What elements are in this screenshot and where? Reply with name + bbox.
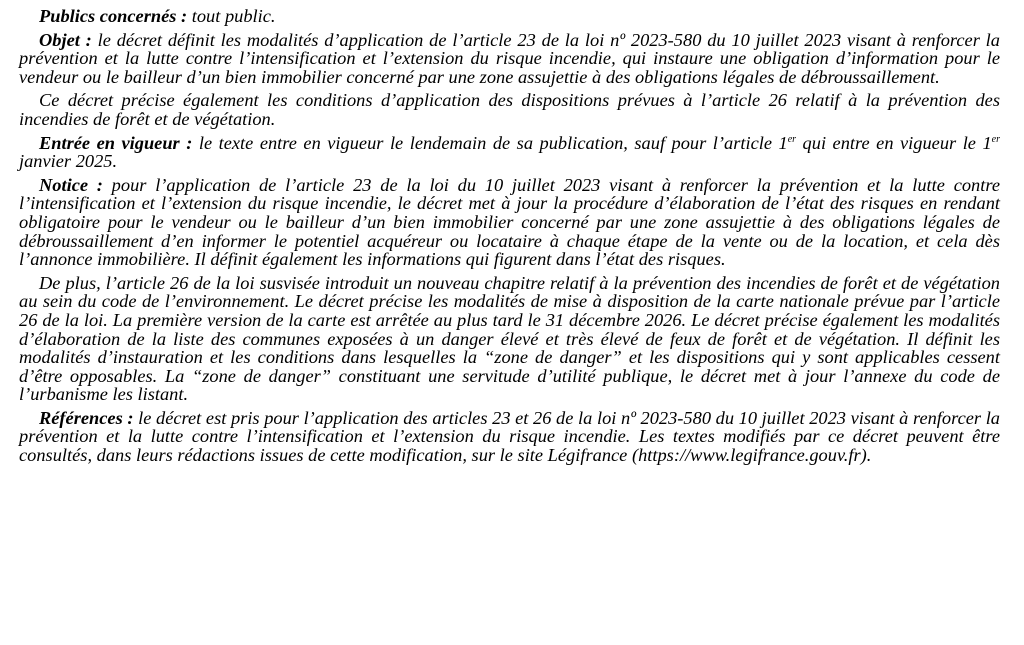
entree-text-1: le texte entre en vigueur le lendemain de sa publication, sauf pour l’article 1 xyxy=(192,132,788,153)
objet-continuation-paragraph xyxy=(19,91,1000,128)
entree-text-2: qui entre en vigueur le 1 xyxy=(796,132,992,153)
entree-superscript-2: er xyxy=(991,133,1000,145)
objet-label: Objet : xyxy=(39,29,92,50)
objet-paragraph xyxy=(19,31,1000,87)
references-label: Références : xyxy=(39,407,134,428)
entree-superscript-1: er xyxy=(787,133,797,145)
entree-text-3: janvier 2025. xyxy=(19,151,118,172)
publics-paragraph xyxy=(19,7,1000,26)
objet-text: le décret définit les modalités d’application de l’article 23 de la loi nº 2023-580 du 10 juillet 2023 visant à renforcer la prévention et la lutte contre l’intensification et l’extension du risque incendie, qui instaure une obligation d’information pour le vendeur ou le bailleur d’un bien immobilier concerné par une zone assujettie à des obligations légales de débroussaillement. xyxy=(19,29,1000,87)
notice-label: Notice : xyxy=(39,174,103,195)
entree-label: Entrée en vigueur : xyxy=(39,132,193,153)
publics-text: tout public. xyxy=(187,6,276,26)
notice-paragraph xyxy=(19,176,1000,269)
notice-text: pour l’application de l’article 23 de la loi du 10 juillet 2023 visant à renforcer la prévention et la lutte contre l’intensification et l’extension du risque incendie, le décret met à jour la procédure d’élaboration de l’état des risques en rendant obligatoire pour le vendeur ou le bailleur d’un bien immobilier concerné par une zone assujettie à des obligations légales de débroussaillement d’en informer le potentiel acquéreur ou locataire à chaque étape de la vente ou de la location, et cela dès l’annonce immobilière. Il définit également les informations qui figurent dans l’état des risques. xyxy=(19,174,1000,270)
notice-continuation-paragraph xyxy=(19,274,1000,404)
references-paragraph xyxy=(19,409,1000,465)
entree-paragraph xyxy=(19,134,1000,171)
objet-continuation-text: Ce décret précise également les conditions d’application des dispositions prévues à l’article 26 relatif à la prévention des incendies de forêt et de végétation. xyxy=(19,90,1000,129)
notice-continuation-text: De plus, l’article 26 de la loi susvisée introduit un nouveau chapitre relatif à la prévention des incendies de forêt et de végétation au sein du code de l’environnement. Le décret précise les modalités de mise à disposition de la carte nationale prévue par l’article 26 de la loi. La première version de la carte est arrêtée au plus tard le 31 décembre 2026. Le décret précise également les modalités d’élaboration de la liste des communes exposées à un danger élevé et très élevé de feux de forêt et de végétation. Il définit les modalités d’instauration et les conditions dans lesquelles la “zone de danger” et les dispositions qui y sont applicables cessent d’être opposables. La “zone de danger” constituant une servitude d’utilité publique, le décret met à jour l’annexe du code de l’urbanisme les listant. xyxy=(19,272,1000,405)
references-text: le décret est pris pour l’application des articles 23 et 26 de la loi nº 2023-580 du 10 juillet 2023 visant à renforcer la prévention et la lutte contre l’intensification et l’extension du risque incendie. Les textes modifiés par ce décret peuvent être consultés, dans leurs rédactions issues de cette modification, sur le site Légifrance (https://www.legifrance.gouv.fr). xyxy=(19,407,1000,466)
publics-label: Publics concernés : xyxy=(39,6,188,26)
